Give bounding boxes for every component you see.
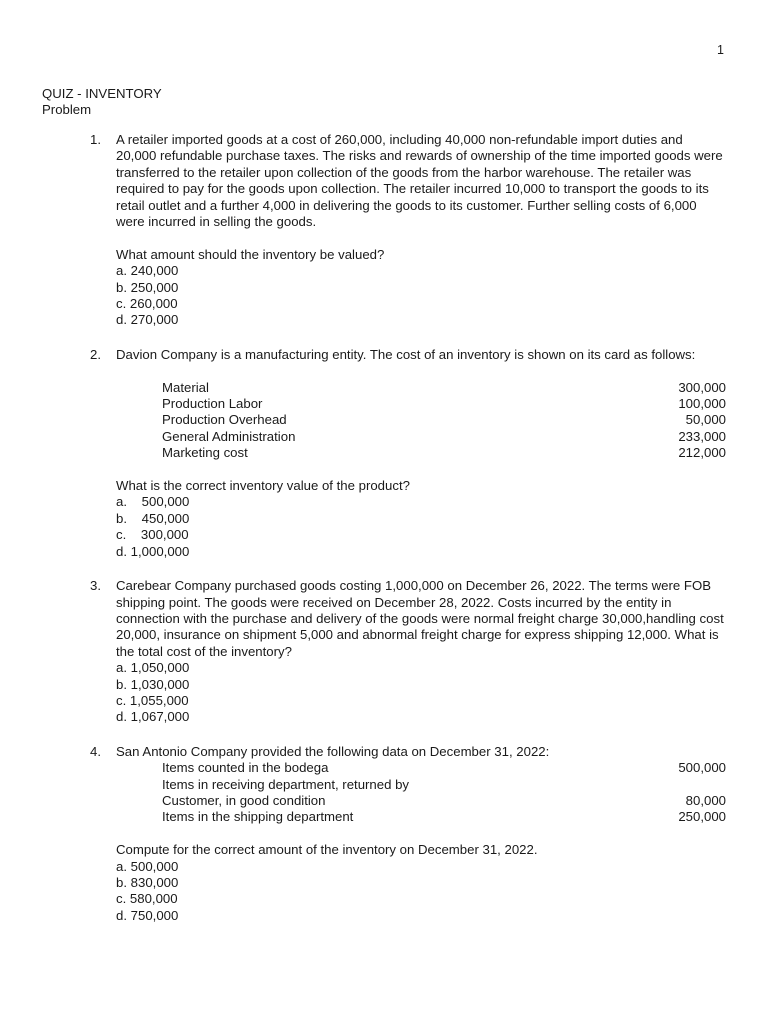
table-row (116, 760, 726, 776)
inventory-amount: 500,000 (678, 760, 726, 776)
table-row (116, 396, 726, 412)
table-row (116, 429, 726, 445)
problem-stem: Davion Company is a manufacturing entity. The cost of an inventory is shown on its card as follows: (116, 346, 696, 362)
table-row (116, 380, 726, 396)
problem-question: Compute for the correct amount of the inventory on December 31, 2022. (116, 842, 538, 858)
spacer (116, 826, 726, 842)
problem-number: 4. (90, 743, 101, 759)
cost-amount: 50,000 (685, 412, 726, 428)
problem-question: What amount should the inventory be valued? (116, 246, 385, 262)
problem-stem: San Antonio Company provided the following data on December 31, 2022: (116, 743, 550, 759)
problem-body (116, 744, 726, 924)
inventory-amount: 80,000 (685, 792, 726, 808)
option-c[interactable]: c. 1,055,000 (116, 692, 189, 708)
problem-item (0, 744, 768, 924)
option-c[interactable]: c. 300,000 (116, 527, 189, 543)
inventory-label: Customer, in good condition (162, 792, 326, 808)
problem-stem: A retailer imported goods at a cost of 260,000, including 40,000 non-refundable import duties and 20,000 refundable purchase taxes. The risks and rewards of ownership of the time imported goods were transferred to the retailer upon collection of the goods from the harbor warehouse. The retailer was required to pay for the goods upon collection. The retailer incurred 10,000 to transport the goods to its retail outlet and a further 4,000 in delivering the goods to its customer. Further selling costs of 6,000 were incurred in selling the goods. (116, 132, 723, 230)
page-subtitle: Problem (42, 102, 92, 118)
table-row (116, 809, 726, 825)
spacer (116, 462, 726, 478)
inventory-label: Items in receiving department, returned by (162, 776, 410, 792)
cost-amount-cell (486, 429, 726, 445)
table-row (116, 445, 726, 461)
option-d[interactable]: d. 1,000,000 (116, 543, 190, 559)
option-list (116, 263, 726, 329)
problem-body (116, 347, 726, 560)
cost-amount-cell (486, 380, 726, 396)
table-row (116, 793, 726, 809)
option-a[interactable]: a. 500,000 (116, 494, 190, 510)
option-a[interactable]: a. 1,050,000 (116, 660, 190, 676)
cost-amount-cell (486, 396, 726, 412)
inventory-amount-cell (486, 809, 726, 825)
inventory-amount-cell (486, 760, 726, 776)
problem-number: 3. (90, 578, 101, 594)
spacer (116, 363, 726, 379)
option-b[interactable]: b. 1,030,000 (116, 676, 190, 692)
cost-amount: 300,000 (678, 379, 726, 395)
cost-label: Production Overhead (162, 412, 287, 428)
problem-item (0, 347, 768, 560)
problem-item (0, 578, 768, 726)
option-list (116, 859, 726, 925)
inventory-label: Items in the shipping department (162, 809, 354, 825)
option-a[interactable]: a. 500,000 (116, 858, 179, 874)
option-b[interactable]: b. 250,000 (116, 279, 179, 295)
option-d[interactable]: d. 270,000 (116, 312, 179, 328)
page-number: 1 (717, 43, 724, 57)
page-title: QUIZ - INVENTORY (42, 86, 162, 101)
problem-item (0, 132, 768, 329)
spacer (116, 230, 726, 246)
cost-amount-cell (486, 412, 726, 428)
option-c[interactable]: c. 260,000 (116, 296, 178, 312)
option-b[interactable]: b. 830,000 (116, 875, 179, 890)
problem-question: What is the correct inventory value of the product? (116, 478, 410, 494)
option-list (116, 494, 726, 560)
problem-body (116, 578, 726, 726)
table-row (116, 412, 726, 428)
problem-body (116, 132, 726, 329)
document-header (42, 86, 162, 118)
cost-amount: 100,000 (678, 396, 726, 412)
cost-breakdown-table (116, 380, 726, 462)
option-b[interactable]: b. 450,000 (116, 510, 190, 526)
cost-label: General Administration (162, 428, 296, 444)
cost-amount-cell (486, 445, 726, 461)
inventory-label: Items counted in the bodega (162, 760, 329, 776)
option-list (116, 660, 726, 726)
problem-number: 1. (90, 132, 101, 147)
option-d[interactable]: d. 750,000 (116, 907, 179, 923)
inventory-amount-cell (486, 793, 726, 809)
option-c[interactable]: c. 580,000 (116, 891, 178, 907)
cost-label: Production Labor (162, 396, 263, 412)
option-a[interactable]: a. 240,000 (116, 263, 179, 279)
option-d[interactable]: d. 1,067,000 (116, 709, 190, 725)
cost-amount: 212,000 (678, 445, 726, 461)
problem-stem: Carebear Company purchased goods costing 1,000,000 on December 26, 2022. The terms were FOB shipping point. The goods were received on December 28, 2022. Costs incurred by the entity in connection with the purchase and delivery of the goods were normal freight charge 30,000,handling cost 20,000, insurance on shipment 5,000 and abnormal freight charge for express shipping 12,000. What is the total cost of the inventory? (116, 578, 724, 659)
problem-number: 2. (90, 346, 101, 362)
cost-label: Marketing cost (162, 445, 248, 461)
cost-amount: 233,000 (678, 428, 726, 444)
inventory-amount-cell (486, 777, 726, 793)
inventory-data-table (116, 760, 726, 826)
problem-list (0, 132, 768, 942)
table-row (116, 777, 726, 793)
cost-label: Material (162, 379, 209, 395)
inventory-amount: 250,000 (678, 809, 726, 825)
